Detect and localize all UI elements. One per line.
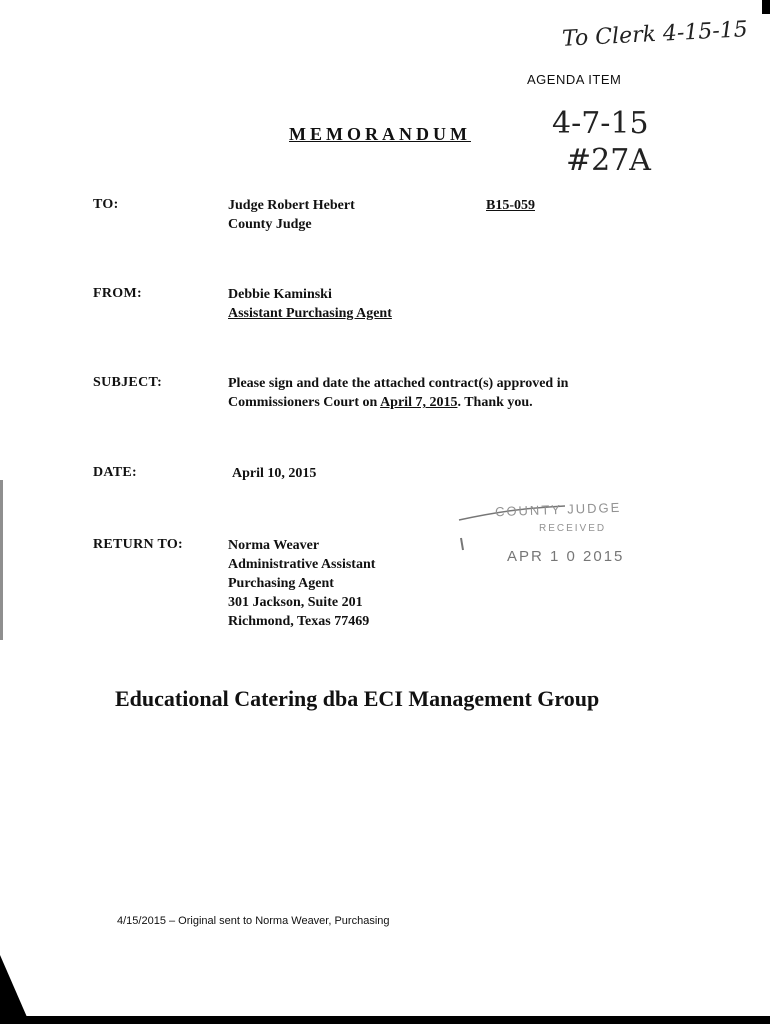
return-to-line: Norma Weaver bbox=[228, 538, 320, 553]
to-line-1: Judge Robert Hebert bbox=[228, 198, 355, 213]
agenda-item-label: AGENDA ITEM bbox=[527, 72, 622, 87]
subject-label: SUBJECT: bbox=[93, 375, 163, 390]
footer-note: 4/15/2015 – Original sent to Norma Weaver, Purchasing bbox=[117, 915, 390, 927]
subject-approval-date: April 7, 2015 bbox=[380, 395, 458, 410]
return-to-line: Administrative Assistant bbox=[228, 557, 376, 572]
scan-edge-bottom bbox=[0, 1016, 770, 1024]
scan-edge-top-right bbox=[762, 0, 770, 14]
subject-line-1: Please sign and date the attached contract(s) approved in bbox=[228, 376, 569, 391]
subject-line-2-post: . Thank you. bbox=[457, 395, 533, 410]
return-to-line: 301 Jackson, Suite 201 bbox=[228, 595, 363, 610]
to-label: TO: bbox=[93, 197, 119, 212]
scan-edge-left-mark bbox=[0, 480, 3, 640]
scan-corner-bottom-left bbox=[0, 955, 30, 1024]
from-label: FROM: bbox=[93, 286, 142, 301]
agenda-number-item: #27A bbox=[566, 143, 651, 178]
stamp-line-1: COUNTY JUDGE bbox=[494, 499, 622, 520]
from-line-2: Assistant Purchasing Agent bbox=[228, 306, 392, 321]
vendor-name: Educational Catering dba ECI Management Group bbox=[115, 686, 600, 711]
subject-line-2-pre: Commissioners Court on bbox=[228, 395, 381, 410]
return-to-line: Richmond, Texas 77469 bbox=[228, 614, 370, 629]
return-to-line: Purchasing Agent bbox=[228, 576, 334, 591]
stamp-date: APR 1 0 2015 bbox=[507, 548, 625, 565]
date-label: DATE: bbox=[93, 465, 138, 480]
return-to-label: RETURN TO: bbox=[93, 537, 184, 552]
from-line-1: Debbie Kaminski bbox=[228, 287, 332, 302]
subject-line-2 bbox=[228, 393, 533, 412]
stamp-line-2: RECEIVED bbox=[539, 523, 607, 534]
received-stamp bbox=[455, 498, 625, 576]
memo-title: MEMORANDUM bbox=[289, 124, 471, 144]
to-line-2: County Judge bbox=[228, 217, 312, 232]
handwritten-clerk-note: To Clerk 4-15-15 bbox=[561, 17, 749, 52]
date-value: April 10, 2015 bbox=[232, 466, 317, 481]
return-to-address bbox=[228, 536, 375, 631]
agenda-number-date: 4-7-15 bbox=[552, 106, 649, 141]
reference-number: B15-059 bbox=[486, 198, 535, 213]
